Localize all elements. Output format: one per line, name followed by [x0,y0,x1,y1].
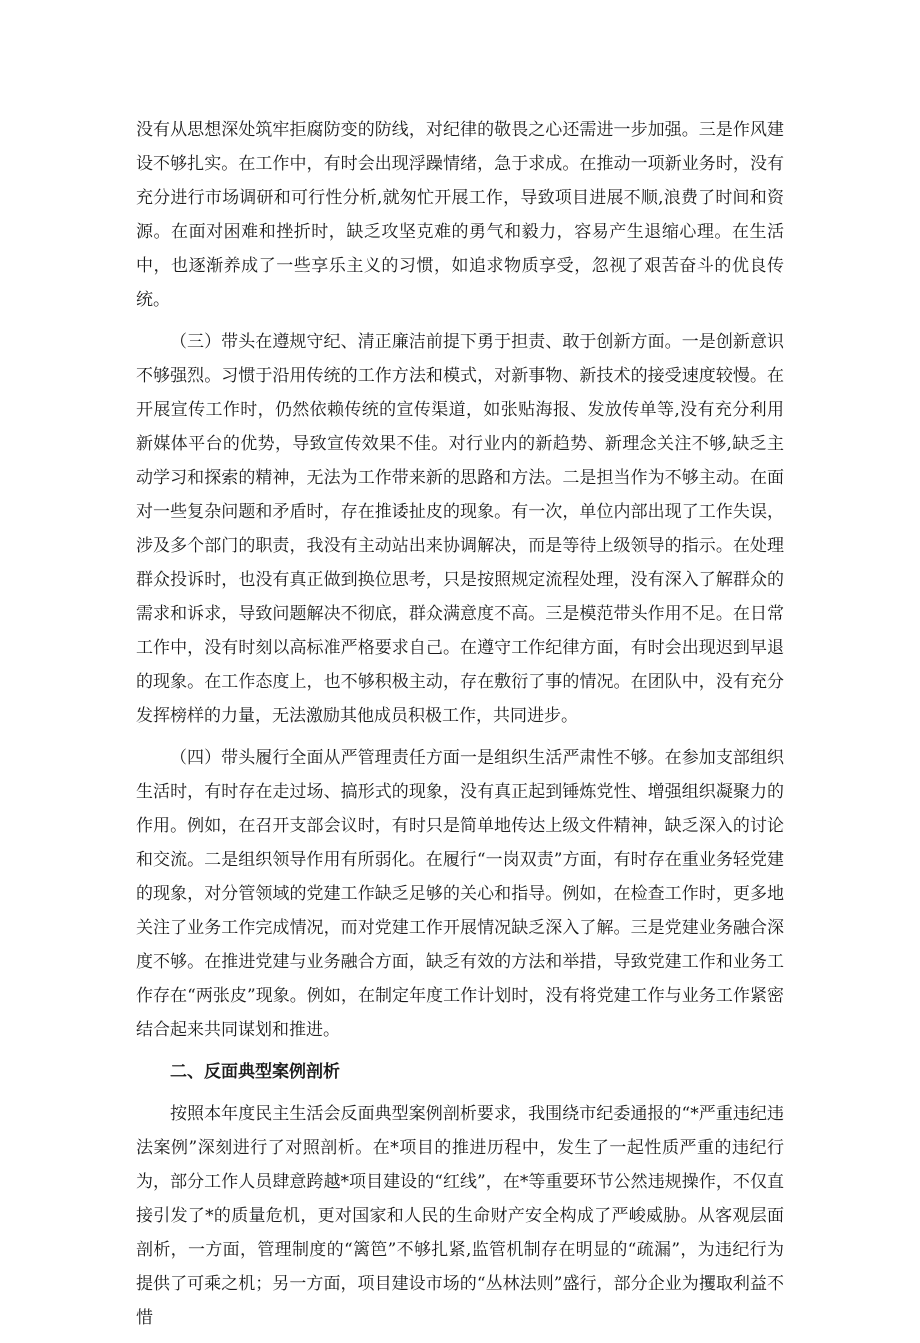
section-heading: 二、反面典型案例剖析 [170,1062,340,1082]
paragraph-section-three: （三）带头在遵规守纪、清正廉洁前提下勇于担责、敢于创新方面。一是创新意识不够强烈。习惯于沿用传统的工作方法和模式，对新事物、新技术的接受速度较慢。在开展宣传工作时，仍然依赖传统的宣传渠道，如张贴海报、发放传单等,没有充分利用新媒体平台的优势，导致宣传效果不佳。对行业内的新趋势、新理念关注不够,缺乏主动学习和探索的精神，无法为工作带来新的思路和方法。二是担当作为不够主动。在面对一些复杂问题和矛盾时，存在推诿扯皮的现象。有一次，单位内部出现了工作失误，涉及多个部门的职责，我没有主动站出来协调解决，而是等待上级领导的指示。在处理群众投诉时，也没有真正做到换位思考，只是按照规定流程处理，没有深入了解群众的需求和诉求，导致问题解决不彻底，群众满意度不高。三是模范带头作用不足。在日常工作中，没有时刻以高标准严格要求自己。在遵守工作纪律方面，有时会出现迟到早退的现象。在工作态度上，也不够积极主动，存在敷衍了事的情况。在团队中，没有充分发挥榜样的力量，无法激励其他成员积极工作，共同进步。 [136,332,784,726]
paragraph-case-analysis: 按照本年度民主生活会反面典型案例剖析要求，我围绕市纪委通报的“*严重违纪违法案例”深刻进行了对照剖析。在*项目的推进历程中，发生了一起性质严重的违纪行为，部分工作人员肆意跨越*项目建设的“红线”，在*等重要环节公然违规操作，不仅直接引发了*的质量危机，更对国家和人民的生命财产安全构成了严峻威胁。从客观层面剖析，一方面，管理制度的“篱笆”不够扎紧,监管机制存在明显的“疏漏”，为违纪行为提供了可乘之机；另一方面，项目建设市场的“丛林法则”盛行，部分企业为攫取利益不惜 [136,1104,784,1328]
paragraph-section-four: （四）带头履行全面从严管理责任方面一是组织生活严肃性不够。在参加支部组织生活时，有时存在走过场、搞形式的现象，没有真正起到锤炼党性、增强组织凝聚力的作用。例如，在召开支部会议时，有时只是简单地传达上级文件精神，缺乏深入的讨论和交流。二是组织领导作用有所弱化。在履行“一岗双责”方面，有时存在重业务轻党建的现象，对分管领域的党建工作缺乏足够的关心和指导。例如，在检查工作时，更多地关注了业务工作完成情况，而对党建工作开展情况缺乏深入了解。三是党建业务融合深度不够。在推进党建与业务融合方面，缺乏有效的方法和举措，导致党建工作和业务工作存在“两张皮”现象。例如，在制定年度工作计划时，没有将党建工作与业务工作紧密结合起来共同谋划和推进。 [136,748,784,1040]
document-body [136,113,784,1343]
paragraph-continuation: 没有从思想深处筑牢拒腐防变的防线，对纪律的敬畏之心还需进一步加强。三是作风建设不够扎实。在工作中，有时会出现浮躁情绪，急于求成。在推动一项新业务时，没有充分进行市场调研和可行性分析,就匆忙开展工作，导致项目进展不顺,浪费了时间和资源。在面对困难和挫折时，缺乏攻坚克难的勇气和毅力，容易产生退缩心理。在生活中，也逐渐养成了一些享乐主义的习惯，如追求物质享受，忽视了艰苦奋斗的优良传统。 [136,120,784,310]
